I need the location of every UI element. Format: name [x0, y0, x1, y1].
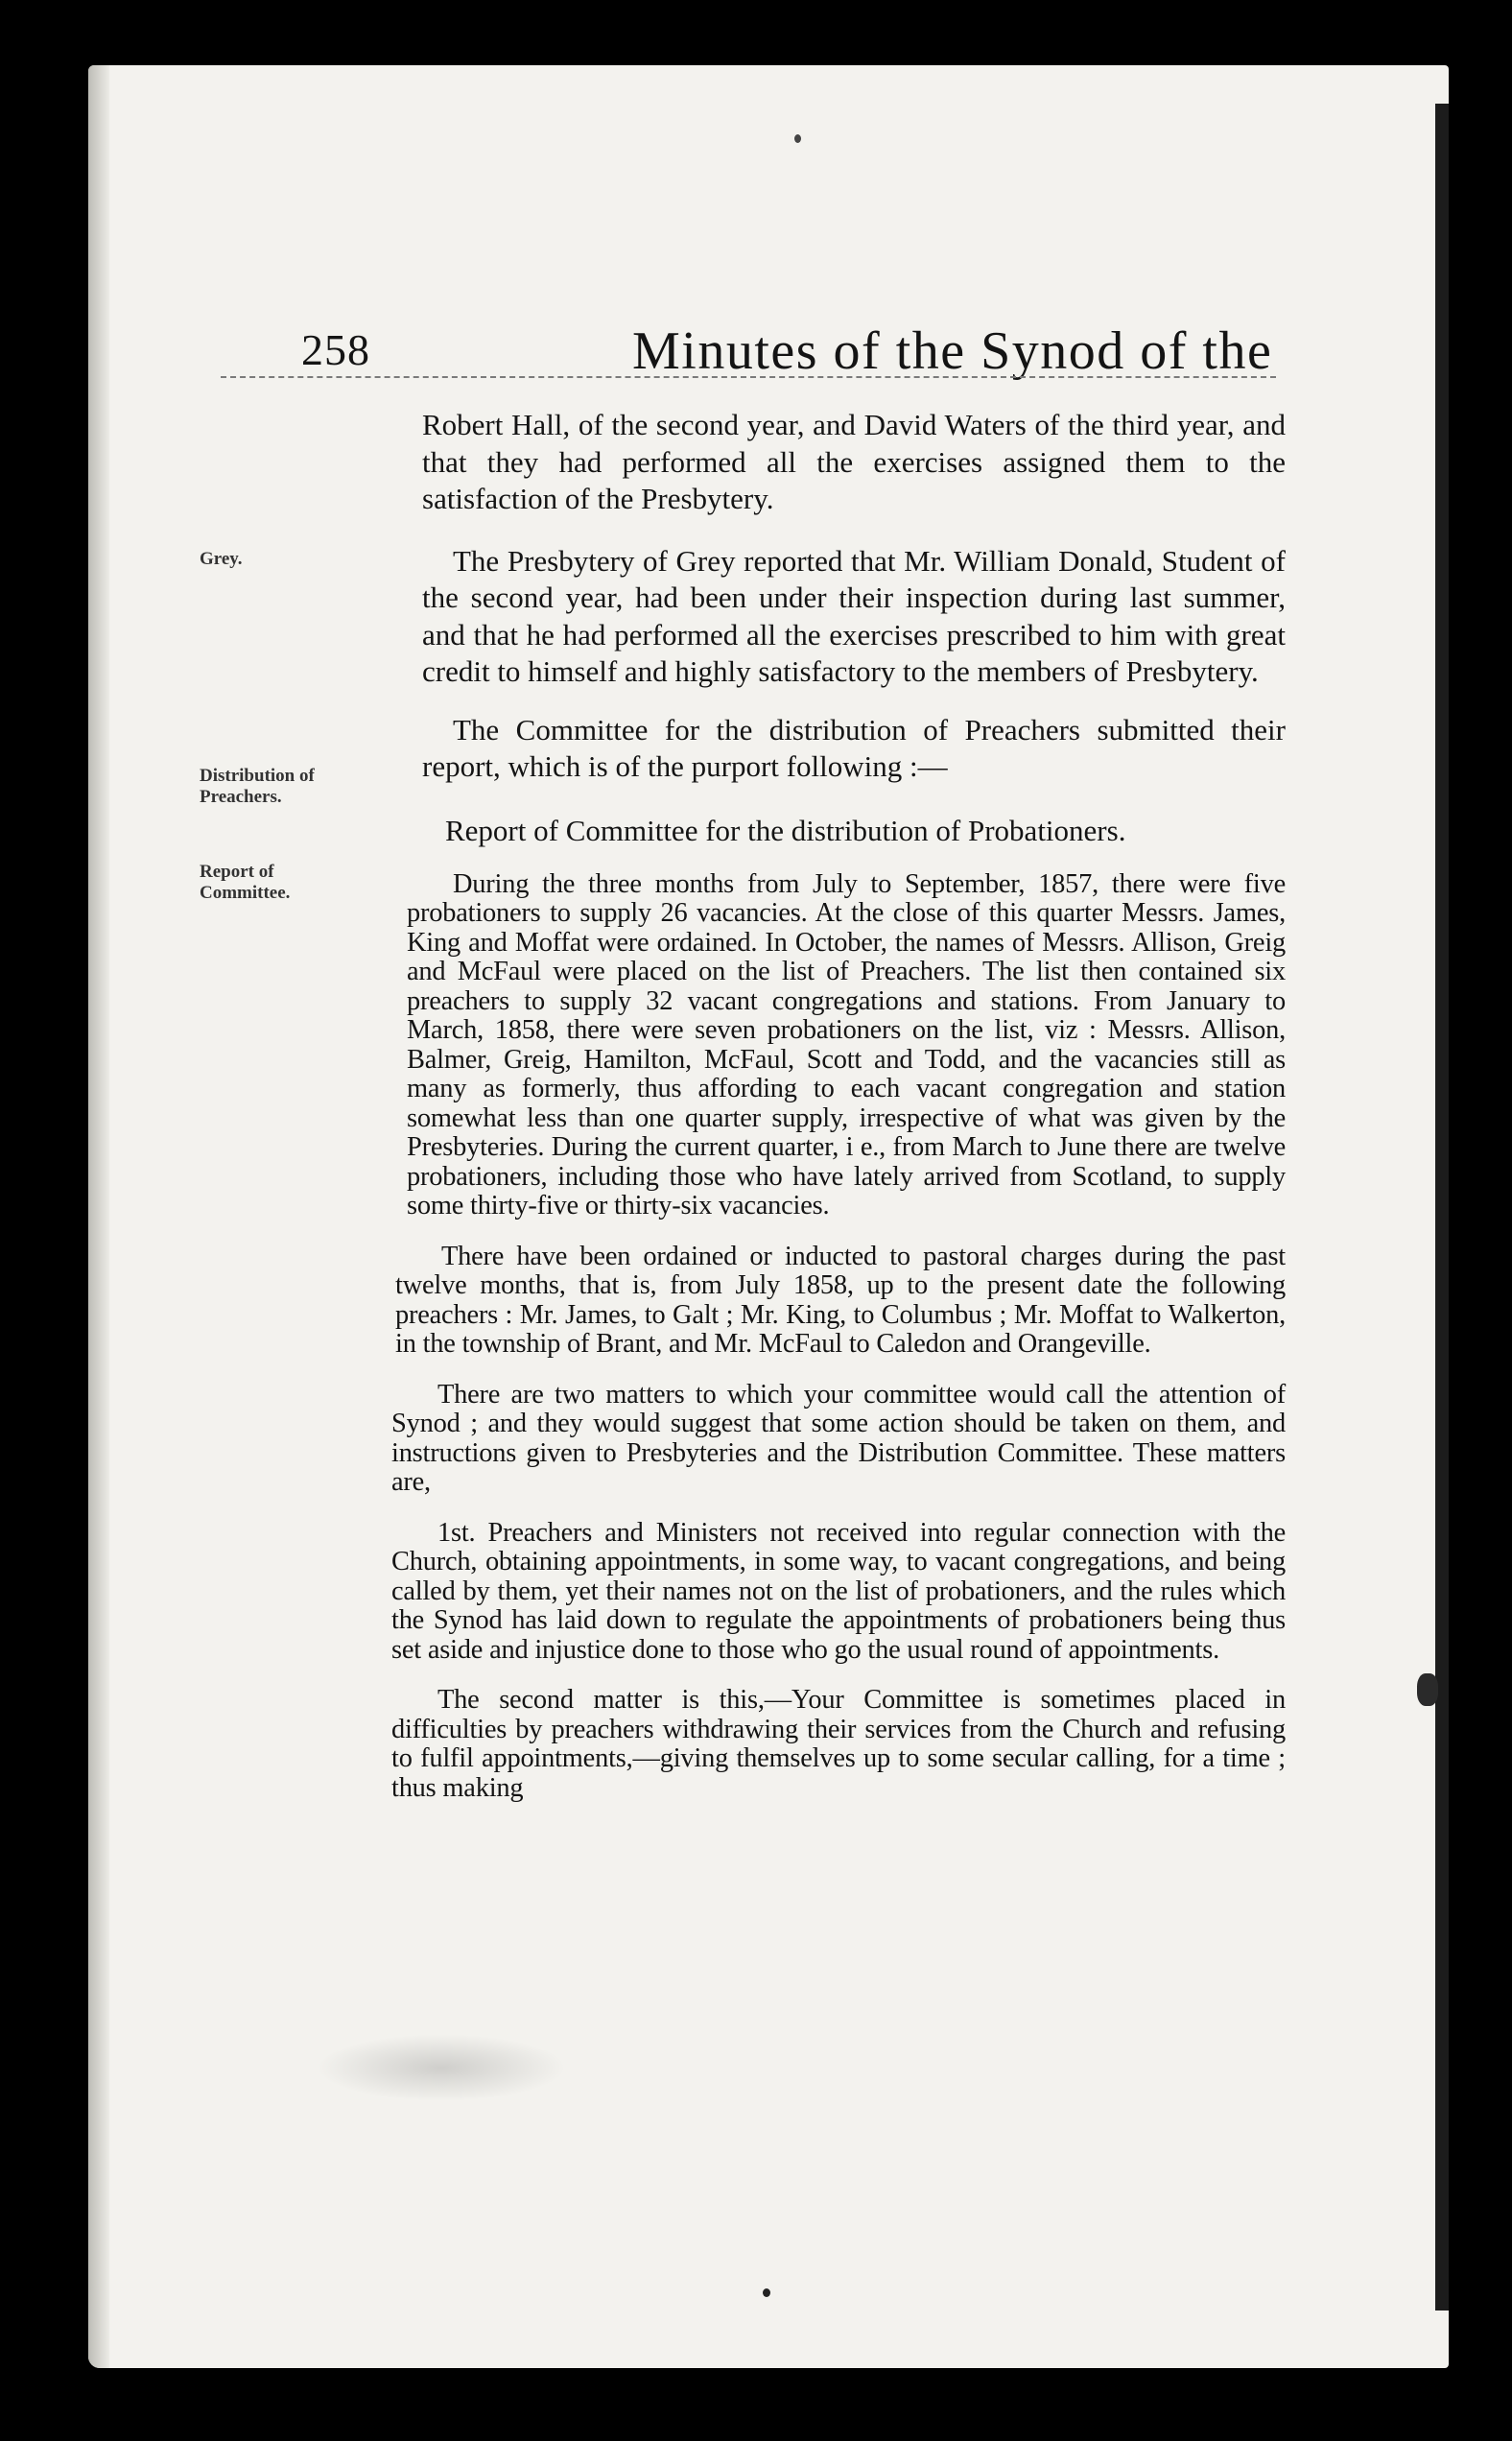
report-title: Report of Committee for the distribution of Probationers.: [445, 813, 1126, 847]
header-rule: [221, 376, 1276, 378]
body-text: [391, 407, 1286, 1824]
running-title: Minutes of the Synod of the: [632, 321, 1273, 381]
margin-note-grey: Grey.: [200, 549, 243, 569]
page-edge: [88, 65, 109, 2368]
report-paragraph-ordained: There have been ordained or inducted to pastoral charges during the past twelve months, that is, from July 1858, up to the present date the following preachers : Mr. James, to Galt ; Mr. King, to Columbus ; Mr. Moffat to Walkerton, in the township of Brant, and Mr. McFaul to Caledon and Orangeville.: [395, 1241, 1286, 1359]
report-paragraph-first-matter: 1st. Preachers and Ministers not received into regular connection with the Church, obtaining appointments, in some way, to vacant congregations, and being called by them, yet their names not on the list of probationers, and the rules which the Synod has laid down to regulate the appointments of probationers being thus set aside and injustice done to those who go the usual round of appointments.: [391, 1517, 1286, 1665]
ink-mark: [794, 134, 801, 143]
page-number: 258: [301, 325, 370, 374]
ink-smudge: [317, 2034, 566, 2101]
paragraph-continuation: Robert Hall, of the second year, and David Waters of the third year, and that they had performed all the exercises assigned them to the satisfaction of the Presbytery.: [422, 408, 1286, 515]
paragraph-committee-report: The Committee for the distribution of Preachers submitted their report, which is of the purport following :—: [422, 712, 1286, 783]
paragraph-grey-presbytery: The Presbytery of Grey reported that Mr. William Donald, Student of the second year, had been under their inspection during last summer, and that he had performed all the exercises prescribed to him with great credit to himself and highly satisfactory to the members of Presbytery.: [422, 543, 1286, 688]
binding-mark: [1417, 1673, 1438, 1706]
report-paragraph-probationers: During the three months from July to September, 1857, there were five probationers to supply 26 vacancies. At the close of this quarter Messrs. James, King and Moffat were ordained. In October, the names of Messrs. Allison, Greig and McFaul were placed on the list of Preachers. The list then contained six preachers to supply 32 vacant congregations and stations. From January to March, 1858, there were seven probationers on the list, viz : Messrs. Allison, Balmer, Greig, Hamilton, McFaul, Scott and Todd, and the vacancies still as many as formerly, thus affording to each vacant congregation and station somewhat less than one quarter supply, irrespective of what was given by the Presbyteries. During the current quarter, i e., from March to June there are twelve probationers, including those who have lately arrived from Scotland, to supply some thirty-five or thirty-six vacancies.: [407, 868, 1286, 1220]
margin-note-report: Report of Committee.: [200, 862, 291, 903]
report-paragraph-second-matter: The second matter is this,—Your Committee is sometimes placed in difficulties by preachers withdrawing their services from the Church and refusing to fulfil appointments,—giving themselves up to some secular calling, for a time ; thus making: [391, 1685, 1286, 1803]
ink-dot: [763, 2288, 770, 2297]
report-paragraph-two-matters: There are two matters to which your committee would call the attention of Synod ; and they would suggest that some action should be taken on them, and instructions given to Presbyteries and the Distribution Committee. These matters are,: [391, 1379, 1286, 1497]
page-gutter: [1435, 104, 1449, 2311]
margin-note-distribution: Distribution of Preachers.: [200, 766, 315, 807]
